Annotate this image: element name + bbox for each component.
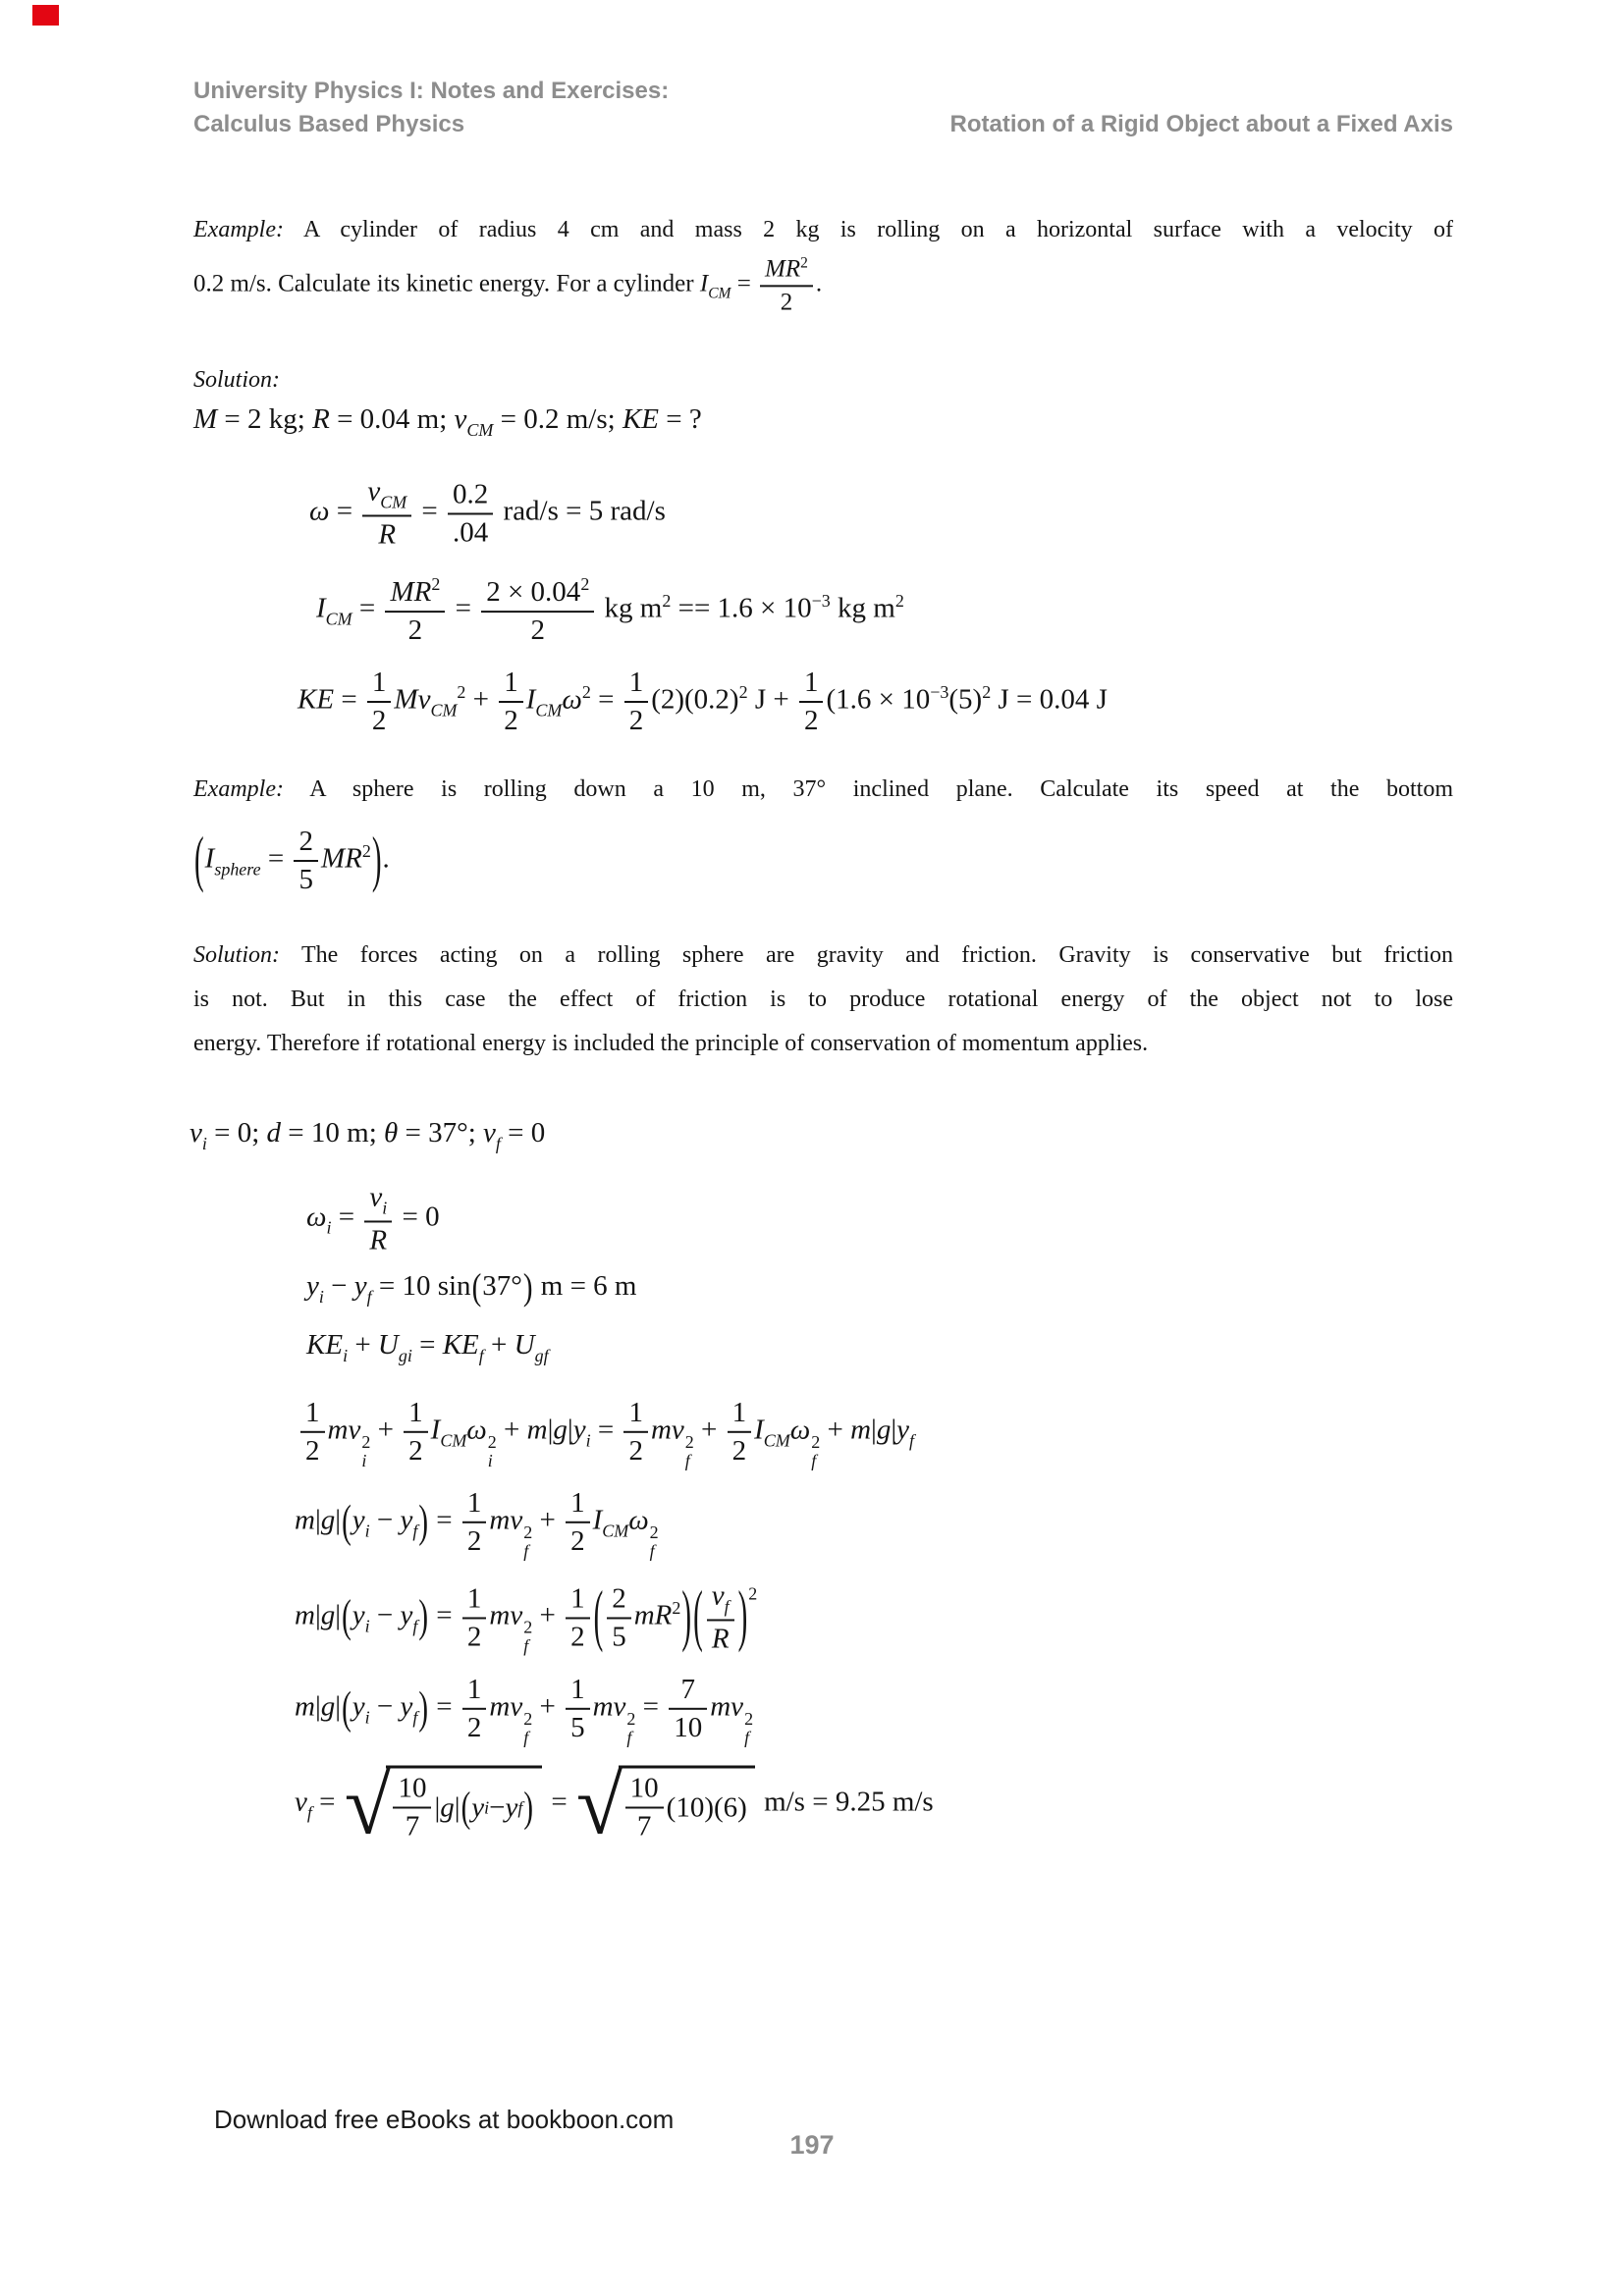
example2-inertia-equation: ($I_{sphere}$ = $\frac{2}{5}$ $MR^2$). (194, 825, 390, 895)
solution2-line3: energy. Therefore if rotational energy is included the principle of conservation of momentum applies. (193, 1031, 1149, 1056)
given2-equation: $v_i = 0$; d = 10 m; θ = 37°; $v_f = 0$ (189, 1116, 546, 1154)
equation-mg-step2: $m|g|(y_i - y_f)$ = $\frac{1}{2}$ mv 2 f + $\frac{1}{2}$ ( $\frac{2}{5}$ $mR^2$)( $\frac{v_f}{R}$ )$^2$ (295, 1578, 758, 1656)
solution2-line1-text: The forces acting on a rolling sphere are gravity and friction. Gravity is conservative but friction (280, 942, 1453, 968)
equation-final-speed: $v_f$ = √ 10 7 | g | ( y i − y f ) = √ 10 7 (10)(6) m/s = 9.25 m/s (295, 1756, 934, 1852)
given1-equation: M = 2 kg; R = 0.04 m; $v_{CM} = 0.2$ m/s; KE = ? (193, 402, 702, 441)
page-number: 197 (789, 2130, 835, 2160)
equation-mg-step3: $m|g|(y_i - y_f)$ = $\frac{1}{2}$ mv 2 f + $\frac{1}{5}$ mv 2 f = $\frac{7}{10}$ mv 2 f (295, 1673, 754, 1747)
equation-height: $y_i - y_f = 10$ sin(37°) m = 6 m (306, 1266, 637, 1308)
equation-omega-i: $\omega_i$ = $\frac{v_i}{R}$ = 0 (306, 1181, 440, 1256)
bookboon-brand-mark (32, 5, 59, 26)
example1-line1 (193, 208, 1453, 252)
book-title-line1: University Physics I: Notes and Exercises: (193, 78, 670, 104)
solution2-lead: Solution: (193, 942, 280, 968)
solution1-label (193, 358, 1453, 402)
solution1-lead: Solution: (193, 367, 280, 393)
solution2-paragraph (193, 934, 1453, 1066)
equation-energy-expanded: $\frac{1}{2}$ mv 2 i + $\frac{1}{2}$ $I_{CM}\omega$ 2 i + $m|g|y_i$ = $\frac{1}{2}$ mv 2 f + $\frac{1}{2}$ $I_{CM}\omega$ 2 f + $m|g|y_f$ (298, 1397, 914, 1469)
book-title-line2: Calculus Based Physics (193, 111, 465, 137)
equation-energy-conservation: $KE_i + U_{gi} = KE_f + U_{gf}$ (306, 1328, 549, 1366)
download-ebooks-link[interactable]: Download free eBooks at bookboon.com (214, 2105, 675, 2134)
equation-ke: KE = $\frac{1}{2}$ $Mv_{CM}^2$ + $\frac{1}{2}$ $I_{CM}\omega^2$ = $\frac{1}{2}$ $(2)(0.2)^2$ J + $\frac{1}{2}$ ($1.6 \times 10^{-3}(5)^2$ J = 0.04 J (298, 667, 1108, 736)
chapter-title-header: Rotation of a Rigid Object about a Fixed Axis (949, 111, 1453, 137)
example2-lead: Example: (193, 776, 284, 802)
example1-line2-equation: 0.2 m/s. Calculate its kinetic energy. For a cylinder $I_{CM}$ = $\frac{MR^2}{2}$ . (193, 254, 823, 316)
equation-omega: ω = $v_{CM}$ R = $\frac{0.2}{.04}$ rad/s = 5 rad/s (309, 475, 666, 551)
example2-line1-text: A sphere is rolling down a 10 m, 37° inclined plane. Calculate its speed at the bottom (283, 776, 1453, 802)
solution2-line2: is not. But in this case the effect of friction is to produce rotational energy of the object not to lose (193, 987, 1453, 1012)
solution2-line1 (193, 934, 1453, 978)
book-title-header (193, 75, 669, 141)
example2-line1 (193, 768, 1453, 812)
equation-icm: $I_{CM}$ = $\frac{MR^2}{2}$ = $\frac{2 \times 0.04^2}{2}$ kg $m^2 == 1.6 \times 10^{-3}$ kg $m^2$ (316, 574, 904, 646)
example1-line1-text: A cylinder of radius 4 cm and mass 2 kg is rolling on a horizontal surface with a velocity of (283, 217, 1453, 242)
example1-lead: Example: (193, 217, 284, 242)
equation-mg-step1: $m|g|(y_i - y_f)$ = $\frac{1}{2}$ mv 2 f + $\frac{1}{2}$ $I_{CM}\omega$ 2 f (295, 1486, 659, 1561)
